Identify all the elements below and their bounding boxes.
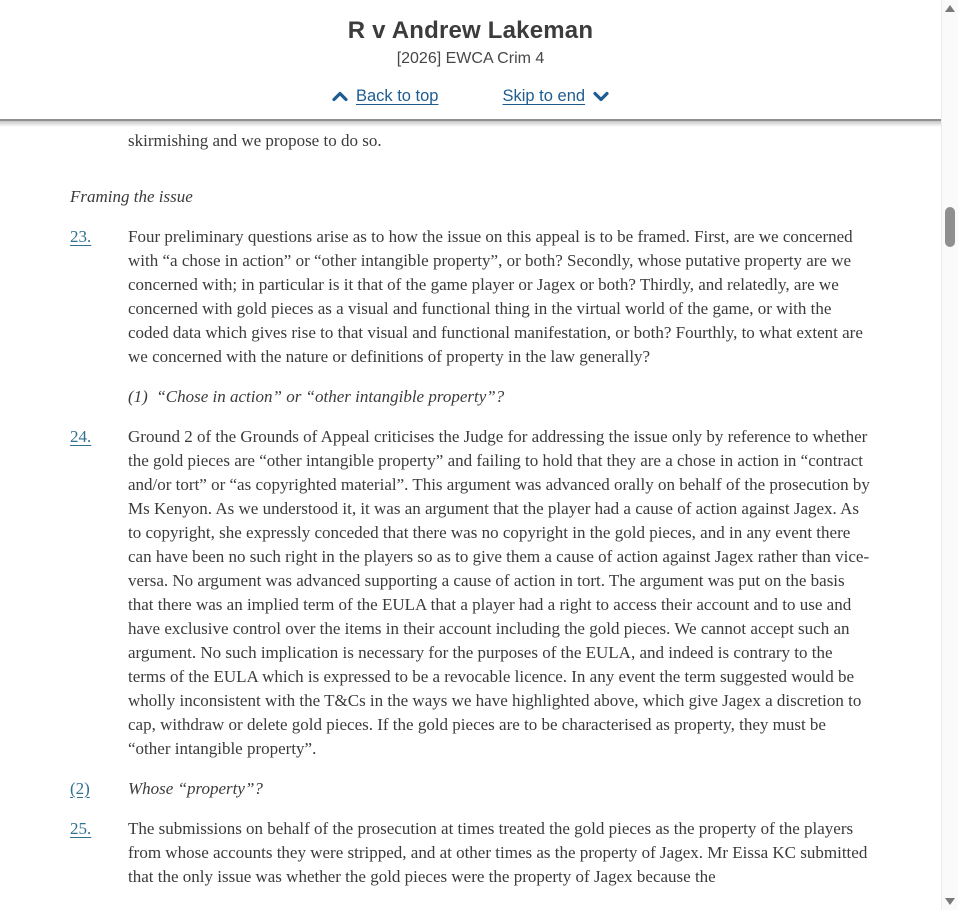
back-to-top-link[interactable] xyxy=(332,87,439,106)
paragraph-25-text: The submissions on behalf of the prosecution at times treated the gold pieces as the property of the players from whose accounts they were stripped, and at other times as the property of Jagex. Mr Eissa KC submitted that the only issue was whether the gold pieces were the property of Jagex because the xyxy=(128,819,868,886)
scrollbar-up-arrow-icon[interactable] xyxy=(945,5,955,12)
back-to-top-label: Back to top xyxy=(355,87,439,105)
scrollbar-thumb[interactable] xyxy=(945,207,955,247)
chevron-up-icon xyxy=(332,91,348,102)
paragraph-23-number-link[interactable]: 23. xyxy=(70,227,92,246)
paragraph-23 xyxy=(70,225,871,369)
section-heading-framing-the-issue: Framing the issue xyxy=(70,187,193,206)
subheading-whose-property-text: Whose “property”? xyxy=(128,779,263,798)
subheading-whose-property xyxy=(70,777,871,801)
neutral-citation: [2026] EWCA Crim 4 xyxy=(396,50,545,67)
subheading-2-number-link[interactable]: (2) xyxy=(70,779,90,798)
paragraph-continuation: skirmishing and we propose to do so. xyxy=(128,131,382,150)
judgment-body xyxy=(0,121,941,905)
paragraph-25-number-link[interactable]: 25. xyxy=(70,819,92,838)
scrollbar[interactable] xyxy=(941,0,958,910)
skip-to-end-label: Skip to end xyxy=(502,87,586,105)
paragraph-24-text: Ground 2 of the Grounds of Appeal criticises the Judge for addressing the issue only by reference to whether the gold pieces are “other intangible property” and failing to hold that they are a chose in action in “contract and/or tort” or “as copyrighted material”. This argument was advanced orally on behalf of the prosecution by Ms Kenyon. As we understood it, it was an argument that the player had a cause of action against Jagex. As to copyright, she expressly conceded that there was no copyright in the gold pieces, and in any event there can have been no such right in the players so as to give them a cause of action against Jagex rather than vice-versa. No argument was advanced supporting a cause of action in tort. The argument was put on the basis that there was an implied term of the EULA that a player had a right to access their account and to use and have exclusive control over the items in their account including the gold pieces. We cannot accept such an argument. No such implication is necessary for the purposes of the EULA, and indeed is contrary to the terms of the EULA which is expressed to be a revocable licence. In any event the term suggested would be wholly inconsistent with the T&Cs in the ways we have highlighted above, which give Jagex a discretion to cap, withdraw or delete gold pieces. If the gold pieces are to be characterised as property, they must be “other intangible property”. xyxy=(128,427,870,758)
judgment-header xyxy=(0,0,941,121)
paragraph-24 xyxy=(70,425,871,761)
skip-to-end-link[interactable] xyxy=(503,87,610,106)
paragraph-24-number-link[interactable]: 24. xyxy=(70,427,92,446)
subheading-chose-in-action: (1) “Chose in action” or “other intangible property”? xyxy=(128,387,505,406)
paragraph-23-text: Four preliminary questions arise as to how the issue on this appeal is to be framed. First, are we concerned with “a chose in action” or “other intangible property”, or both? Secondly, whose putative property are we concerned with; in particular is it that of the game player or Jagex or both? Thirdly, and relatedly, are we concerned with gold pieces as a visual and functional thing in the virtual world of the game, or with the coded data which gives rise to that visual and functional manifestation, or both? Fourthly, to what extent are we concerned with the nature or definitions of property in the law generally? xyxy=(128,227,863,366)
page-title: R v Andrew Lakeman xyxy=(347,17,594,44)
chevron-down-icon xyxy=(593,91,609,102)
jump-nav xyxy=(0,87,941,106)
paragraph-25 xyxy=(70,817,871,889)
scrollbar-down-arrow-icon[interactable] xyxy=(945,898,955,905)
